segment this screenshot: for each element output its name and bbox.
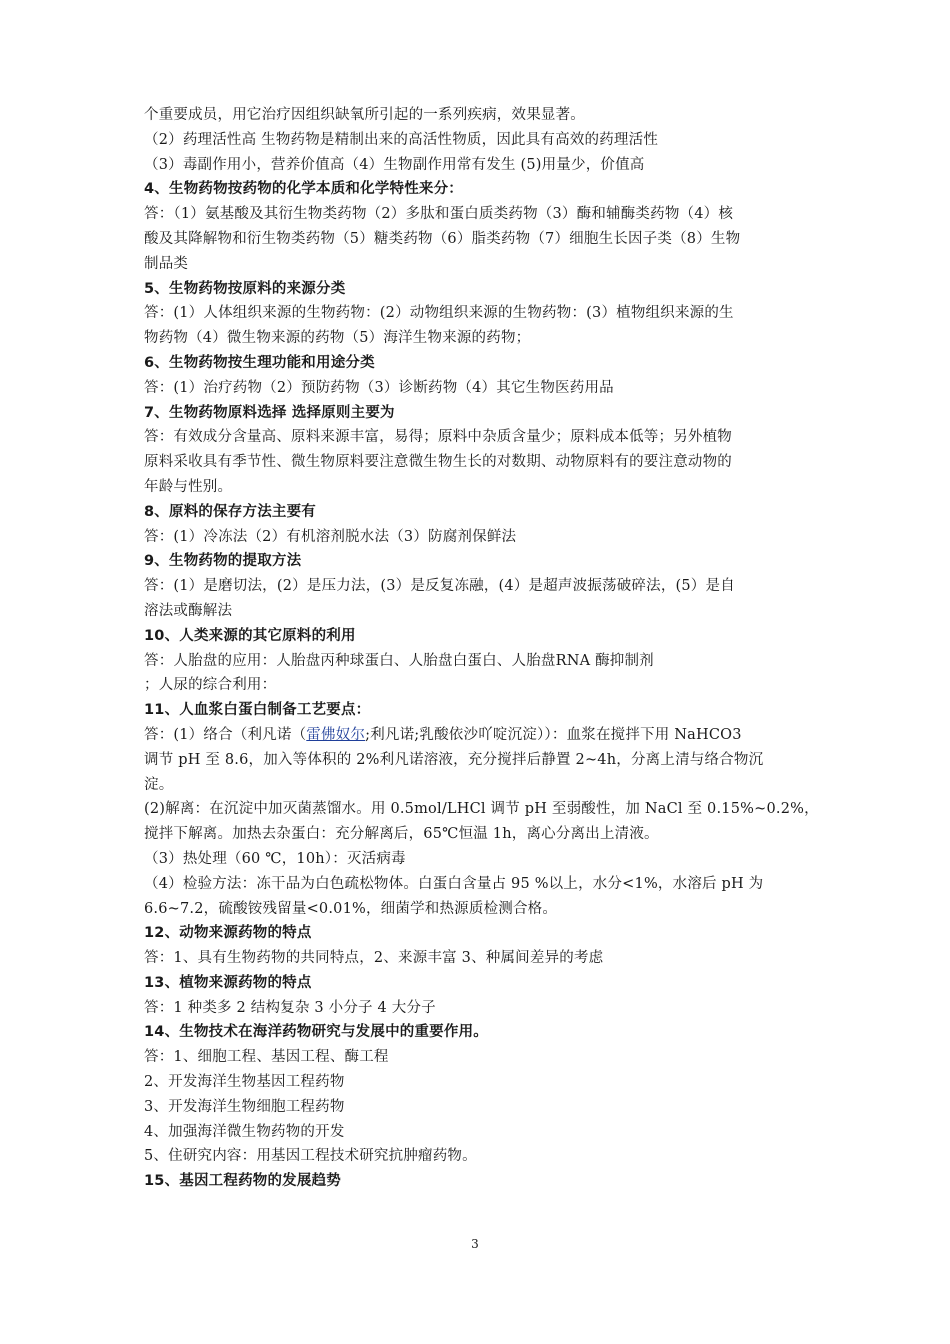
text-line: 4、加强海洋微生物药物的开发 bbox=[144, 1123, 345, 1140]
page-number: 3 bbox=[471, 1237, 479, 1251]
section-heading: 9、生物药物的提取方法 bbox=[144, 553, 302, 570]
text-line: 酸及其降解物和衍生物类药物（5）糖类药物（6）脂类药物（7）细胞生长因子类（8）生物 bbox=[144, 230, 741, 247]
text-segment: ;利凡诺;乳酸依沙吖啶沉淀））：血浆在搅拌下用 NaHCO3 bbox=[365, 726, 742, 743]
text-line: 答：（1）氨基酸及其衍生物类药物（2）多肽和蛋白质类药物（3）酶和辅酶类药物（4）核 bbox=[144, 206, 734, 223]
text-line: （2）药理活性高 生物药物是精制出来的高活性物质，因此具有高效的药理活性 bbox=[144, 131, 659, 148]
text-line: 物药物（4）微生物来源的药物（5）海洋生物来源的药物； bbox=[144, 330, 531, 347]
section-heading: 7、生物药物原料选择 选择原则主要为 bbox=[144, 404, 395, 421]
text-line: ；人尿的综合利用： bbox=[144, 677, 277, 694]
section-heading: 6、生物药物按生理功能和用途分类 bbox=[144, 354, 375, 371]
text-line: 答：人胎盘的应用：人胎盘丙种球蛋白、人胎盘白蛋白、人胎盘RNA 酶抑制剂 bbox=[144, 652, 654, 669]
text-line: (2)解离：在沉淀中加灭菌蒸馏水。用 0.5mol/LHCl 调节 pH 至弱酸性，加 NaCl 至 0.15%~0.2%， bbox=[144, 801, 819, 818]
text-line: 制品类 bbox=[144, 255, 189, 272]
text-line: 2、开发海洋生物基因工程药物 bbox=[144, 1074, 345, 1091]
text-line: （3）热处理（60 ℃，10h）：灭活病毒 bbox=[144, 850, 406, 867]
text-line: 答：(1）是磨切法，(2）是压力法，(3）是反复冻融，(4）是超声波振荡破碎法，(5）是自 bbox=[144, 578, 735, 595]
text-line: 原料采收具有季节性、微生物原料要注意微生物生长的对数期、动物原料有的要注意动物的 bbox=[144, 454, 732, 471]
hyperlink[interactable]: 雷佛奴尔 bbox=[306, 726, 366, 743]
text-line: 5、住研究内容：用基因工程技术研究抗肿瘤药物。 bbox=[144, 1148, 477, 1165]
text-line: （3）毒副作用小，营养价值高（4）生物副作用常有发生 (5)用量少，价值高 bbox=[144, 156, 645, 173]
text-line: 搅拌下解离。加热去杂蛋白：充分解离后，65℃恒温 1h，离心分离出上清液。 bbox=[144, 826, 659, 843]
text-segment: 答：(1）络合（利凡诺（ bbox=[144, 726, 307, 743]
text-line: 6.6~7.2，硫酸铵残留量<0.01%，细菌学和热源质检测合格。 bbox=[144, 900, 558, 917]
text-line: 答：有效成分含量高、原料来源丰富，易得；原料中杂质含量少；原料成本低等；另外植物 bbox=[144, 429, 732, 446]
text-line: 调节 pH 至 8.6，加入等体积的 2%利凡诺溶液，充分搅拌后静置 2~4h，分离上清与络合物沉 bbox=[144, 751, 764, 768]
section-heading: 4、生物药物按药物的化学本质和化学特性来分： bbox=[144, 181, 463, 198]
text-line: 个重要成员，用它治疗因组织缺氧所引起的一系列疾病，效果显著。 bbox=[144, 107, 585, 123]
text-line: 答：(1）冷冻法（2）有机溶剂脱水法（3）防腐剂保鲜法 bbox=[144, 528, 517, 545]
text-line: 淀。 bbox=[144, 776, 174, 793]
document-body bbox=[144, 103, 819, 1194]
section-heading: 5、生物药物按原料的来源分类 bbox=[144, 280, 346, 297]
text-line: 答：(1）人体组织来源的生物药物：(2）动物组织来源的生物药物：(3）植物组织来源的生 bbox=[144, 305, 734, 322]
text-line: 年龄与性别。 bbox=[144, 478, 233, 495]
text-line: 答：1、细胞工程、基因工程、酶工程 bbox=[144, 1049, 389, 1066]
text-line: 答：1 种类多 2 结构复杂 3 小分子 4 大分子 bbox=[144, 999, 436, 1016]
text-line: 答：(1）治疗药物（2）预防药物（3）诊断药物（4）其它生物医药用品 bbox=[144, 379, 614, 396]
section-heading: 13、植物来源药物的特点 bbox=[144, 974, 312, 991]
text-line: （4）检验方法：冻干品为白色疏松物体。白蛋白含量占 95 %以上，水分<1%，水溶后 pH 为 bbox=[144, 875, 764, 892]
text-line: 3、开发海洋生物细胞工程药物 bbox=[144, 1098, 345, 1115]
section-heading: 12、动物来源药物的特点 bbox=[144, 925, 312, 942]
text-line bbox=[144, 723, 816, 748]
text-line: 答：1、具有生物药物的共同特点，2、来源丰富 3、种属间差异的考虑 bbox=[144, 950, 604, 967]
section-heading: 11、人血浆白蛋白制备工艺要点： bbox=[144, 702, 371, 719]
section-heading: 10、人类来源的其它原料的利用 bbox=[144, 627, 356, 644]
section-heading: 14、生物技术在海洋药物研究与发展中的重要作用。 bbox=[144, 1024, 488, 1041]
section-heading: 15、基因工程药物的发展趋势 bbox=[144, 1173, 341, 1190]
text-line: 溶法或酶解法 bbox=[144, 602, 233, 619]
section-heading: 8、原料的保存方法主要有 bbox=[144, 503, 316, 520]
